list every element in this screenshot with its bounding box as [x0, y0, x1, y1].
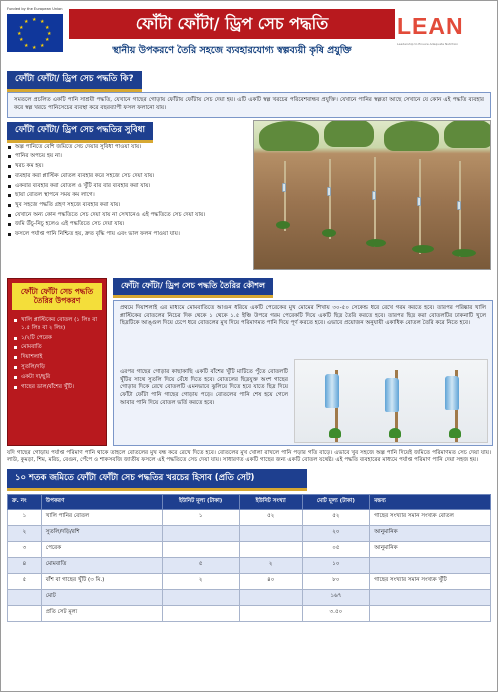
table-cell — [239, 589, 302, 605]
table-cell: বাঁশ বা গাছের খুঁটি (৩ মি.) — [41, 573, 162, 589]
table-cell: ৫ — [8, 573, 42, 589]
table-cell — [162, 541, 239, 557]
table-cell — [370, 589, 491, 605]
table-cell: ৮০ — [302, 573, 370, 589]
table-cell: গাছের সংখ্যার সমান সংখ্যক খুঁটি — [370, 573, 491, 589]
list-item: অল্প পানিতে বেশি জমিতে সেচ দেয়ার সুবিধা পাওয়া যায়। — [7, 144, 247, 152]
table-cell: ২০ — [302, 525, 370, 541]
list-item: যেখানে অন্য কোন পদ্ধতিতে সেচ দেয়া যায় না সেখানেও এই পদ্ধতিতে সেচ দেয়া যায়। — [7, 212, 247, 220]
list-item: খরচ কম হয়। — [7, 163, 247, 171]
list-item: ছায়া বোতল স্থাপনে সময় কম লাগে। — [7, 192, 247, 200]
list-item: পানির অপচয় হয় না। — [7, 153, 247, 161]
table-cell — [370, 605, 491, 621]
table-cell — [239, 605, 302, 621]
section-what-text: সমতলে প্রচলিত একটি পানি সাশ্রয়ী পদ্ধতি, যেখানে গাছের গোড়ায় ফোঁটায় ফোঁটায় সেচ দেয়া হয়। এটি একটি স্বল্প খরচের পরিবেশবান্ধব প্রযুক্তি। যেখানে পানির স্বল্পতা আছে সেখানে যে কোন এই পদ্ধতি ব্যবহার করে স্বল্প খরচে পানিসেচের ব্যবস্থা করে বছরব্যাপী ফসল ফলানো যায়। — [14, 97, 484, 112]
section-what-heading: ফোঁটা ফোঁটা/ ড্রিপ সেচ পদ্ধতি কি? — [7, 71, 142, 92]
table-cell: ২ — [8, 525, 42, 541]
header — [7, 7, 491, 67]
table-cell: ৩.৫০ — [302, 605, 370, 621]
field-photo — [253, 120, 491, 270]
table-cell: পেরেক — [41, 541, 162, 557]
table-cell: আনুমানিক — [370, 541, 491, 557]
materials-box — [7, 278, 107, 446]
table-cell: ১ — [162, 509, 239, 525]
table-cell — [239, 525, 302, 541]
cost-heading: ১০ শতক জমিতে ফোঁটা ফোঁটা সেচ পদ্ধতির খরচের হিসাব (প্রতি সেট) — [7, 469, 307, 491]
column-header: মোট মূল্য (টাকা) — [302, 495, 370, 510]
table-cell — [162, 525, 239, 541]
method-section — [113, 278, 493, 446]
page-subtitle: স্থানীয় উপকরণে তৈরি সহজে ব্যবহারযোগ্য স্বল্পব্যয়ী কৃষি প্রযুক্তি — [112, 45, 352, 56]
table-cell — [162, 605, 239, 621]
table-cell: খালি পানির বোতল — [41, 509, 162, 525]
list-item: গাছের ডাল/বাঁশের খুঁটি। — [14, 384, 100, 392]
table-cell: ৫ — [162, 557, 239, 573]
page-title: ফোঁটা ফোঁটা/ ড্রিপ সেচ পদ্ধতি — [69, 9, 395, 39]
list-item: খুব সহজে পদ্ধতি গ্রহণ সহজে ব্যবহার করা যায়। — [7, 202, 247, 210]
list-item: ১/২টি পেরেক — [14, 335, 100, 343]
table-cell: ১০ — [302, 557, 370, 573]
materials-heading: ফোঁটা ফোঁটা সেচ পদ্ধতি তৈরির উপকরণ — [12, 283, 102, 311]
list-item: ব্যবহার করা প্লাস্টিক বোতল ব্যবহার করে সহজে সেচ দেয়া যায়। — [7, 173, 247, 181]
lean-logo — [397, 11, 489, 45]
logo-tagline: Leadership to Ensure Adequate Nutrition — [397, 42, 459, 47]
table-cell: সুতলি/দড়ি/রশি — [41, 525, 162, 541]
eu-flag-icon: ★ ★ ★ ★ ★ ★ ★ ★ ★ ★ ★ ★ — [7, 14, 63, 52]
list-item: সুতলি/দড়ি — [14, 364, 100, 372]
list-item: দিয়াশলাই — [14, 354, 100, 362]
table-row — [8, 509, 491, 525]
advantages-list — [7, 144, 247, 241]
table-row — [8, 525, 491, 541]
table-row — [8, 541, 491, 557]
table-cell — [239, 541, 302, 557]
section-advantages-heading: ফোঁটা ফোঁটা/ ড্রিপ সেচ পদ্ধতির সুবিধা — [7, 122, 153, 143]
table-row — [8, 589, 491, 605]
table-header-row — [8, 495, 491, 510]
cost-table — [7, 494, 491, 622]
eu-caption: Funded by the European Union — [7, 7, 63, 11]
method-text-2: এরপর গাছের গোড়ার কাছাকাছি একটি বাঁশের খুঁটি মাটিতে পুঁতে বোতলটি খুঁটির সাথে সুতলি দিয়ে বেঁধে দিতে হবে। বোতলের ছিদ্রযুক্ত অংশ গাছের গোড়ার দিকে রেখে বোতলটি এমনভাবে ঝুলিয়ে দিতে হবে যাতে ছিদ্র দিয়ে ফোঁটা ফোঁটা পানি গাছের গোড়ায় পড়ে। বোতলের পানি শেষ হয়ে গেলে আবার পানি দিয়ে বোতল ভর্তি করতে হবে। — [120, 369, 288, 406]
table-row — [8, 605, 491, 621]
materials-list — [8, 314, 106, 397]
list-item: ফসলে পর্যাপ্ত পানি নিশ্চিত হয়, দ্রুত বৃদ্ধি পায় এবং ভাল ফলন পাওয়া যায়। — [7, 231, 247, 239]
table-row — [8, 557, 491, 573]
table-cell: ১ — [8, 509, 42, 525]
column-header: ইউনিট সংখ্যা — [239, 495, 302, 510]
table-cell — [162, 589, 239, 605]
list-item: জমি উঁচু-নিচু হলেও এই পদ্ধতিতে সেচ দেয়া যায়। — [7, 221, 247, 229]
column-header: ক্র. নং — [8, 495, 42, 510]
table-cell: ৫২ — [302, 509, 370, 525]
method-box — [113, 300, 493, 446]
list-item: মোমবাতি — [14, 344, 100, 352]
column-header: ইউনিট মূল্য (টাকা) — [162, 495, 239, 510]
list-item: খালি প্লাস্টিকের বোতল (১ লিঃ বা ১.৫ লিঃ বা ২ লিঃ) — [14, 317, 100, 332]
table-row — [8, 573, 491, 589]
table-cell: মোট — [41, 589, 162, 605]
section-what — [7, 71, 491, 118]
logo-word: LEAN — [397, 13, 464, 39]
section-advantages — [7, 122, 491, 274]
table-cell — [370, 557, 491, 573]
table-cell: ৪০ — [239, 573, 302, 589]
method-note: যদি গাছের গোড়ায় পর্যাপ্ত পরিমাণ পানি থাকে তাহলে বোতলের মুখ বন্ধ করে রেখে দিতে হবে। বোতলের মুখ খোলা রাখলে পানি পড়ার গতি বাড়ে। এভাবে খুব সহজে অল্প পানি দিয়েই জমিতে পরিমাণমত সেচ দেয়া যায়। লাউ, কুমড়া, শিম, মরিচ, বেগুন, পেঁপে ও শাকসবজি জাতীয় ফসলে এই পদ্ধতিতে সেচ দেয়া যায়। সাধারণত একটি গাছের জন্য একটি বোতল যথেষ্ট। এই পদ্ধতি ব্যবহারের মাধ্যমে পর্যাপ্ত পরিমাণ পানি দেয়া সহজ হয়। — [7, 449, 491, 464]
table-cell: মোমবাতি — [41, 557, 162, 573]
section-what-box — [7, 92, 491, 117]
table-cell: ৩ — [8, 541, 42, 557]
table-cell: প্রতি সেট মূল্য — [41, 605, 162, 621]
table-cell — [8, 605, 42, 621]
bottle-photo — [294, 359, 488, 443]
table-cell: আনুমানিক — [370, 525, 491, 541]
table-cell: ২ — [162, 573, 239, 589]
list-item: একটা দা/ছুরি — [14, 374, 100, 382]
table-cell: ০৫ — [302, 541, 370, 557]
column-header: উপকরণ — [41, 495, 162, 510]
table-cell: ৪ — [8, 557, 42, 573]
eu-logo — [7, 7, 65, 52]
list-item: একবার ব্যবহার করা বোতল ও খুঁটি বার বার ব্যবহার করা যায়। — [7, 183, 247, 191]
section-method-area — [7, 278, 491, 448]
table-cell: ১৬৭ — [302, 589, 370, 605]
method-heading: ফোঁটা ফোঁটা/ ড্রিপ সেচ পদ্ধতি তৈরির কৌশল — [113, 278, 273, 299]
table-cell: ২ — [239, 557, 302, 573]
table-cell: ৫২ — [239, 509, 302, 525]
method-text-1: প্রথমে দিয়াশলাই এর মাধ্যমে মোমবাতিতে আগুন ধরিয়ে একটি পেরেকের মুখ মোমের শিখায় ৩০-৫০ সেকেন্ড ধরে রেখে গরম করতে হবে। তারপর পরিষ্কার খালি প্লাস্টিকের বোতলের নিচের দিক থেকে ১ থেকে ১.৫ ইঞ্চি উপরে গরম পেরেকটি দিয়ে একটি ছিদ্র তৈরি করতে হবে। তারপর ছিদ্র করা বোতলটির ঢাকনাটি খুলে ছিদ্রটিকে আঙ্গুল দিয়ে চেপে ধরে বোতলের মুখ দিয়ে পরিমাণমত পানি দিয়ে পূর্ণ করতে হবে। এভাবে প্রয়োজন অনুযায়ী একাধিক বোতল তৈরি করে নিতে হবে। — [120, 305, 486, 327]
table-cell — [8, 589, 42, 605]
table-cell: গাছের সংখ্যার সমান সংখ্যক বোতল — [370, 509, 491, 525]
column-header: মন্তব্য — [370, 495, 491, 510]
